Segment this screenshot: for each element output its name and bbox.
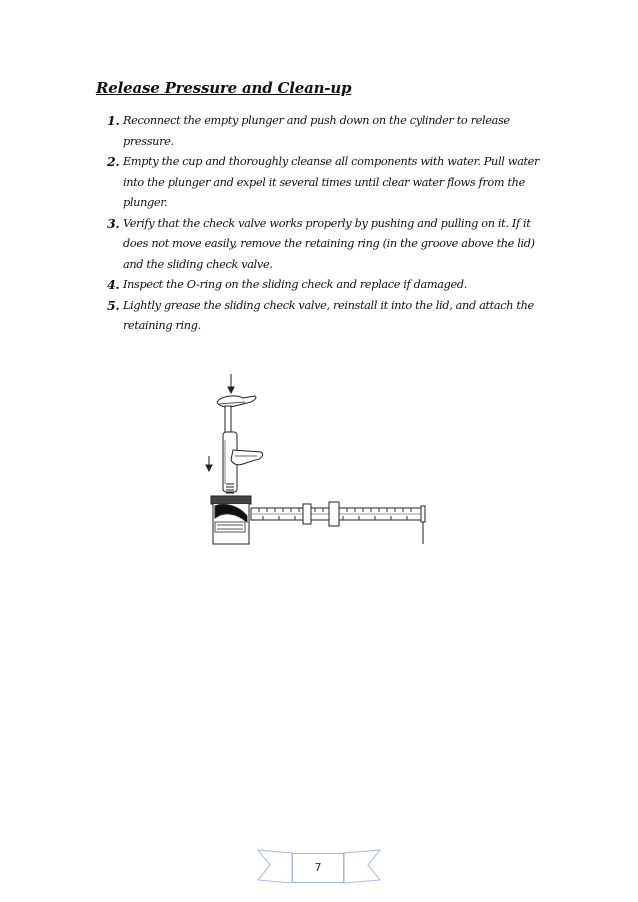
step-list	[107, 111, 540, 337]
list-item	[107, 296, 540, 337]
section-heading: Release Pressure and Clean-up	[96, 79, 352, 97]
step-text: Empty the cup and thoroughly cleanse all components with water. Pull water into the plunger and expel it several times until clear water flows from the plunger.	[123, 155, 540, 209]
apparatus-illustration	[195, 372, 445, 552]
step-number: 5.	[107, 297, 120, 313]
step-text: Verify that the check valve works properly by pushing and pulling on it. If it does not move easily, remove the retaining ring (in the groove above the lid) and the sliding check valve.	[123, 216, 535, 271]
pressure-meter-apparatus-icon	[195, 372, 445, 552]
step-text: Lightly grease the sliding check valve, reinstall it into the lid, and attach the retaining ring.	[123, 298, 534, 332]
list-item	[107, 214, 540, 276]
step-text: Reconnect the empty plunger and push down on the cylinder to release pressure.	[123, 114, 510, 148]
step-number: 4.	[107, 277, 120, 292]
step-number: 3.	[107, 215, 120, 231]
step-text: Inspect the O-ring on the sliding check and replace if damaged.	[123, 278, 467, 291]
list-item	[107, 275, 540, 296]
page-number: 7	[292, 853, 344, 883]
step-number: 1.	[107, 113, 120, 128]
step-number: 2.	[107, 154, 120, 169]
list-item	[107, 152, 540, 214]
list-item	[107, 111, 540, 152]
